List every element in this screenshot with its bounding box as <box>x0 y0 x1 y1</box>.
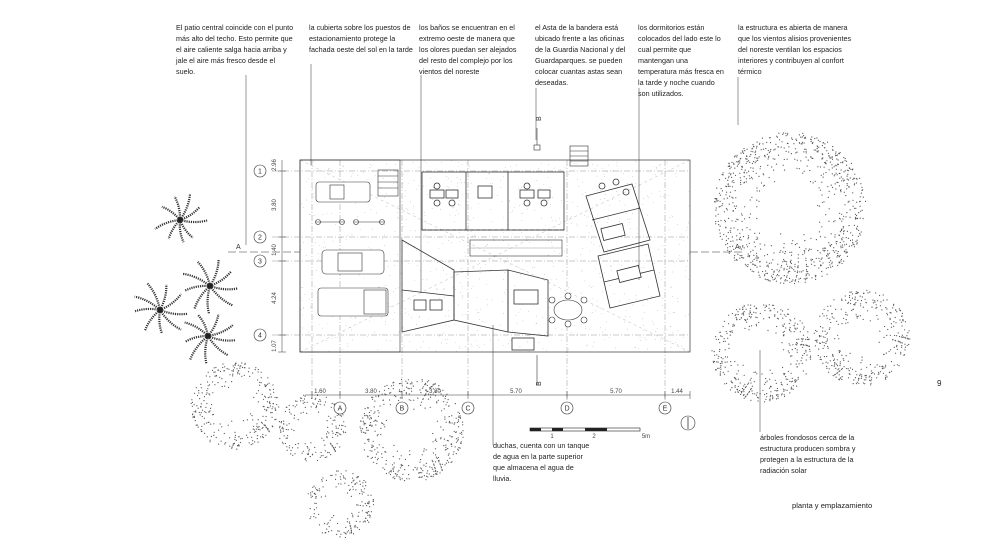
svg-text:3: 3 <box>258 258 262 266</box>
col-dim-4: 5.70 <box>510 389 522 395</box>
row-bubble-2 <box>254 231 266 243</box>
tree-canopy <box>711 304 811 402</box>
parking-area <box>300 160 400 352</box>
page-number: 9 <box>937 379 942 388</box>
palm-tree <box>185 314 235 363</box>
palm-tree <box>183 260 238 314</box>
col-dim-1: 1.60 <box>314 389 326 395</box>
section-a-left-label: A <box>236 244 241 251</box>
svg-text:C: C <box>465 405 471 413</box>
note-duchas: duchas, cuenta con un tanque de agua en la parte superior que almacena el agua de lluvia. <box>493 441 590 483</box>
note-dormitorios: los dormitorios están colocados del lado este lo cual permite que mantengan una temperatura más fresca en la tarde y noche cuando son utilizados. <box>638 23 724 98</box>
row-dim-2: 3.80 <box>272 199 278 211</box>
row-dim-1: 2.96 <box>272 159 278 171</box>
note-arboles: árboles frondosos cerca de la estructura producen sombra y protegen a la estructura de la radiación solar <box>760 433 856 475</box>
note-patio: El patio central coincide con el punto más alto del techo. Esto permite que el aire caliente salga hacia arriba y jale el aire más fresco desde el suelo. <box>176 23 294 76</box>
tree-group <box>191 132 911 538</box>
sheet-caption: planta y emplazamiento <box>792 501 873 510</box>
note-banos: los baños se encuentran en el extremo oeste de manera que los olores puedan ser alejados del resto del complejo por los vientos del noreste <box>419 23 517 76</box>
scale-label-1: 1 <box>550 434 554 440</box>
svg-text:E: E <box>662 405 668 413</box>
svg-text:A: A <box>337 405 343 413</box>
palm-tree <box>155 194 207 243</box>
row-bubble-4 <box>254 329 266 341</box>
north-arrow-icon <box>681 416 695 430</box>
section-b-top-label: B <box>536 116 543 121</box>
tree-canopy <box>814 290 911 386</box>
row-bubble-1 <box>254 165 266 177</box>
col-bubble-b <box>396 402 408 414</box>
svg-text:4: 4 <box>258 332 262 340</box>
section-a-right-label: A <box>735 244 740 251</box>
note-asta: el Asta de la bandera está ubicado frente a las oficinas de la Guardia Nacional y del Guardaparques. se pueden colocar cuantas astas sean deseadas. <box>535 23 626 87</box>
col-bubble-e <box>659 402 671 414</box>
svg-text:1: 1 <box>258 168 262 176</box>
row-dim-3: 1.40 <box>272 244 278 256</box>
dormitory-block <box>586 179 660 308</box>
col-bubble-d <box>561 402 573 414</box>
scale-label-5m: 5m <box>641 434 651 440</box>
svg-text:B: B <box>399 405 405 413</box>
col-dim-3: 3.80 <box>429 389 441 395</box>
central-patio <box>470 240 562 256</box>
palm-group <box>135 194 238 364</box>
flag-stairs <box>570 146 588 166</box>
svg-text:D: D <box>564 405 570 413</box>
tree-canopy <box>191 362 280 449</box>
tree-canopy <box>714 132 866 284</box>
palm-tree <box>135 284 188 334</box>
office-block <box>422 172 564 230</box>
dining-table <box>549 293 587 327</box>
col-bubble-a <box>334 402 346 414</box>
row-dim-4: 4.24 <box>272 292 278 304</box>
svg-text:2: 2 <box>258 234 262 242</box>
note-cubierta: la cubierta sobre los puestos de estacionamiento protege la fachada oeste del sol en la tarde <box>309 23 413 54</box>
section-line-b <box>534 128 540 385</box>
section-b-bottom-label: B <box>536 381 543 386</box>
scale-bar <box>530 428 640 431</box>
row-bubble-3 <box>254 255 266 267</box>
col-bubble-c <box>462 402 474 414</box>
col-dim-2: 3.80 <box>365 389 377 395</box>
scale-label-2: 2 <box>592 434 596 440</box>
bathroom-block <box>402 240 548 350</box>
col-dim-5: 5.70 <box>610 389 622 395</box>
tree-canopy <box>308 470 375 538</box>
note-estructura: la estructura es abierta de manera que los vientos alisios provenientes del noreste ventilan los espacios interiores y contribuyen al confort térmico <box>738 23 852 76</box>
col-dim-6: 1.44 <box>671 389 683 395</box>
row-dim-5: 1.07 <box>272 340 278 352</box>
